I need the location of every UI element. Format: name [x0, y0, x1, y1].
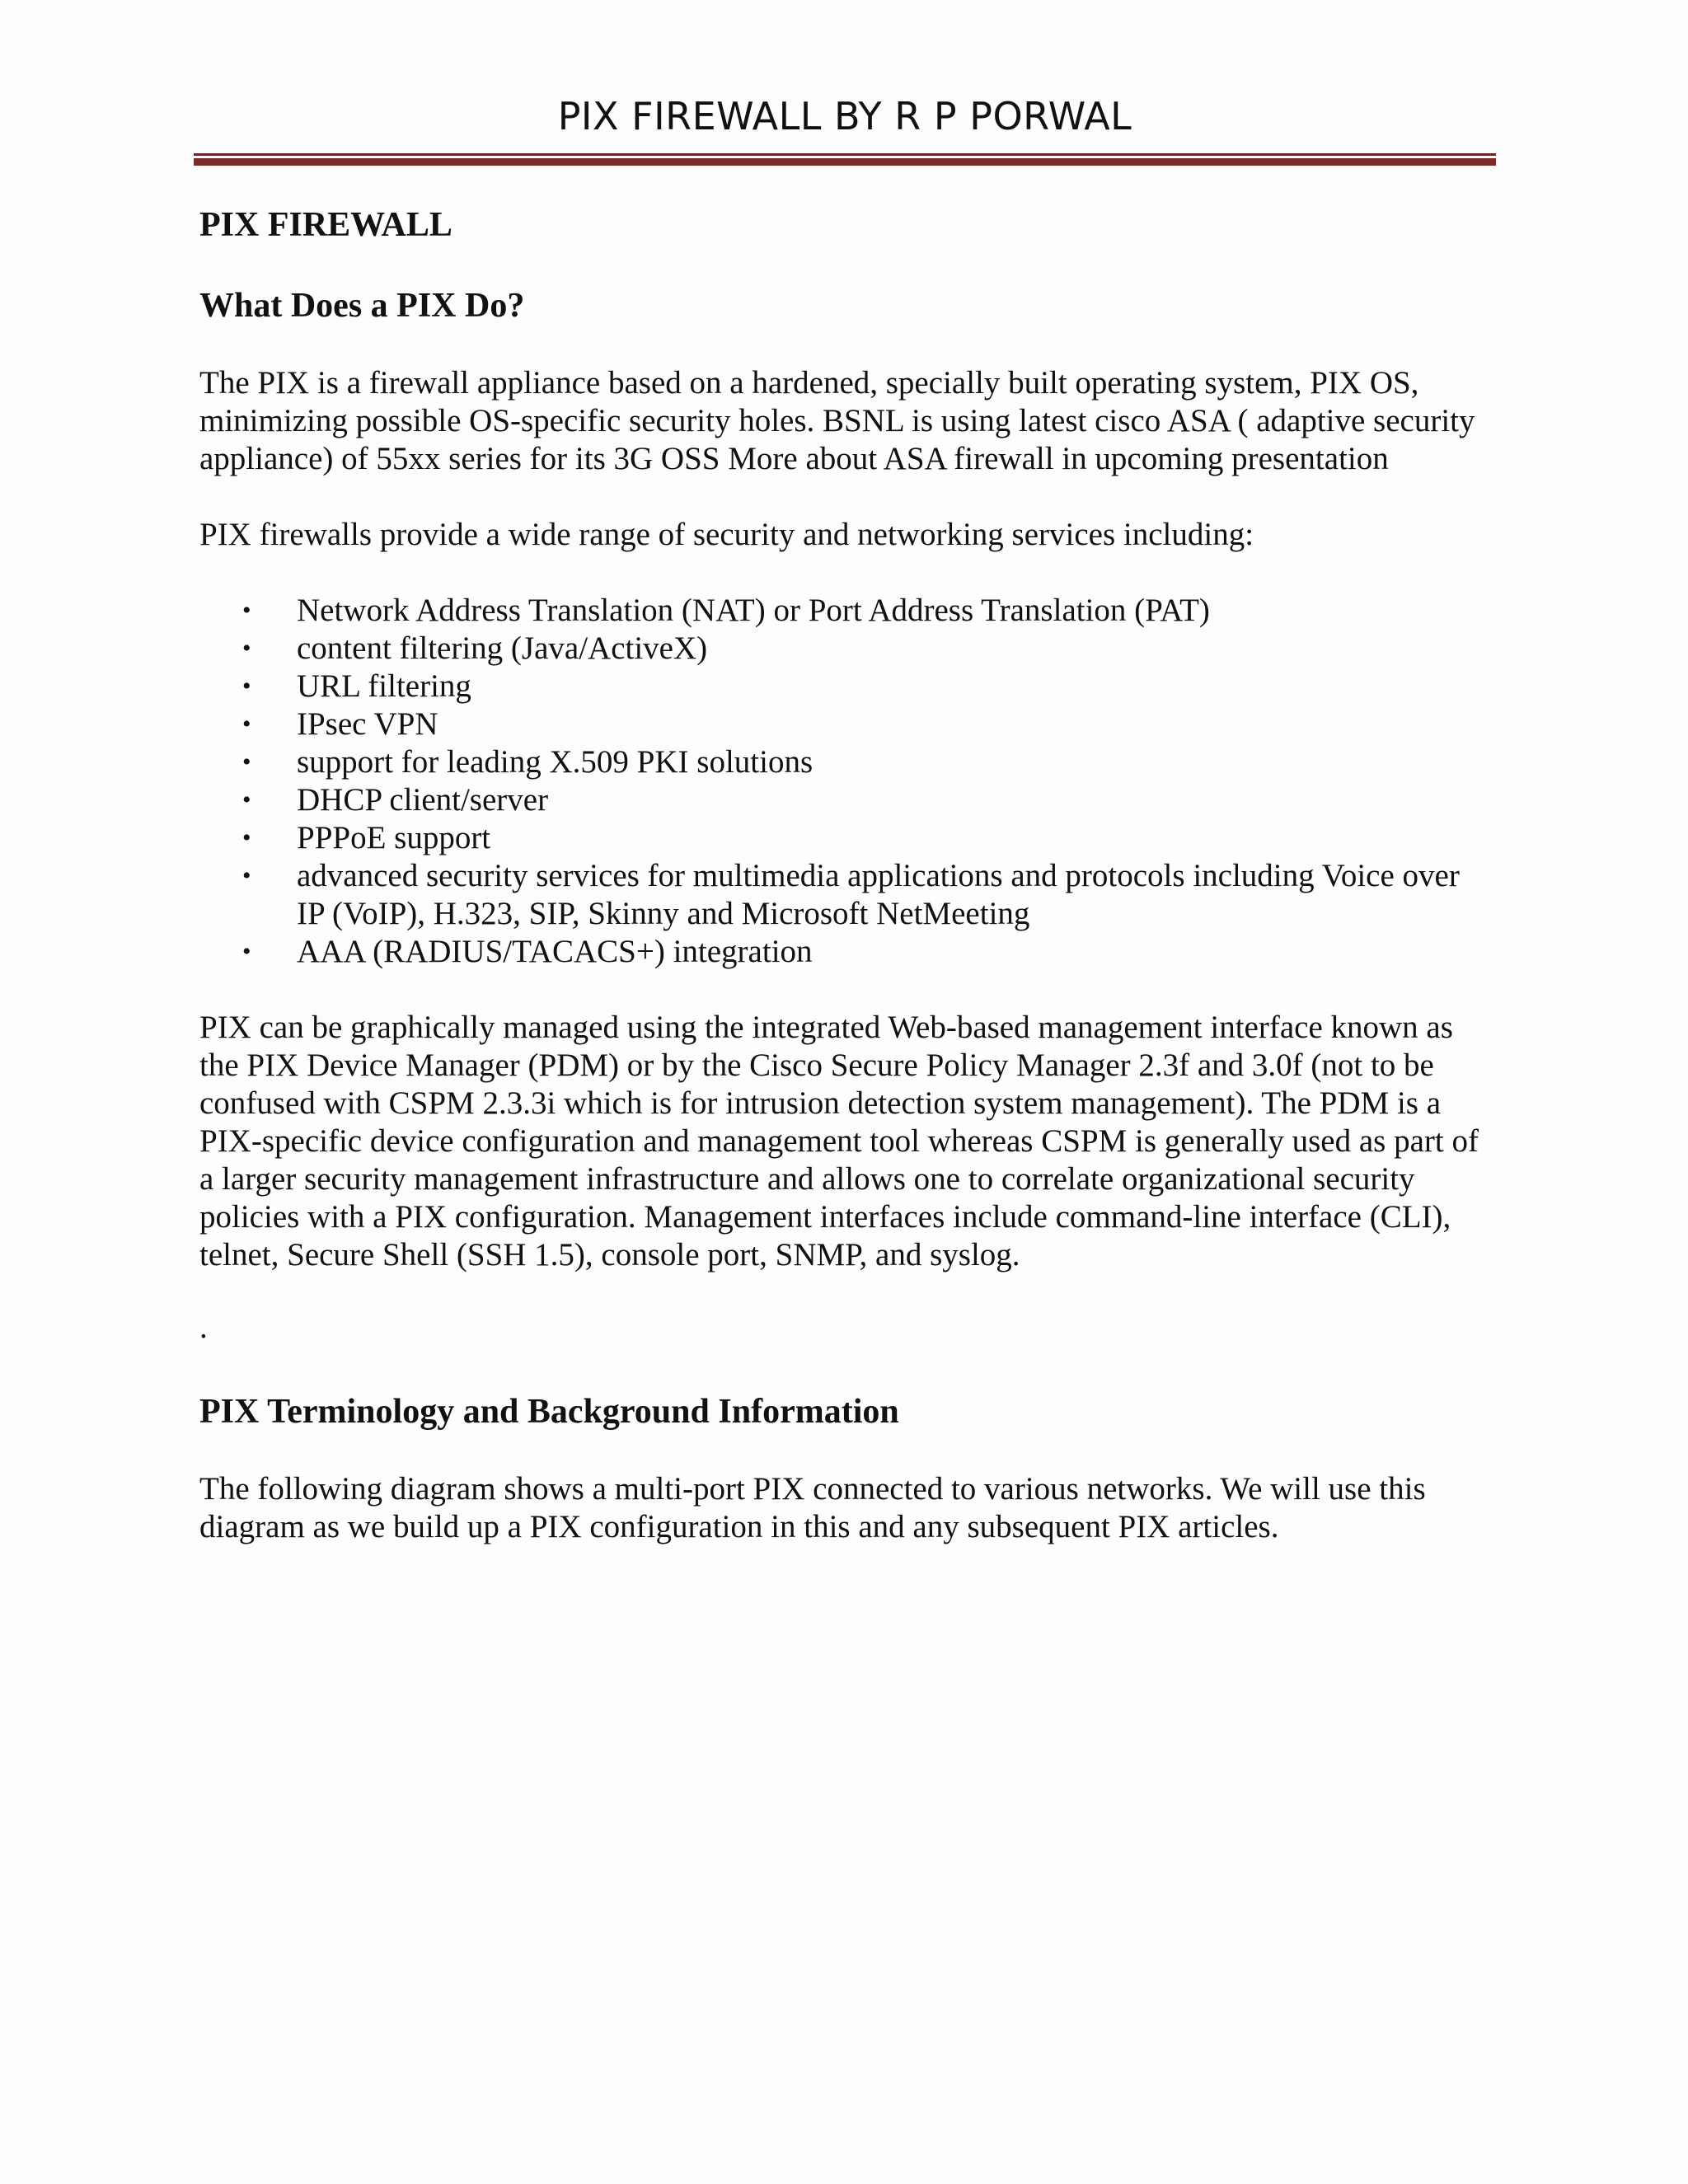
bullet-icon: •	[242, 862, 251, 889]
bullet-icon: •	[242, 710, 251, 738]
bullet-icon: •	[242, 673, 251, 700]
list-item-text: advanced security services for multimedia applications and protocols including Voice over IP (VoIP), H.323, SIP, Skinny and Microsoft NetMeeting	[297, 858, 1460, 931]
bullet-icon: •	[242, 748, 251, 776]
list-item	[242, 705, 1493, 743]
paragraph-services-intro: PIX firewalls provide a wide range of security and networking services including:	[199, 517, 1254, 552]
list-item-text: PPPoE support	[297, 820, 491, 855]
list-item	[242, 819, 1493, 857]
services-list	[199, 592, 1493, 971]
bullet-icon: •	[242, 597, 251, 624]
list-item	[242, 857, 1493, 933]
list-item-text: IPsec VPN	[297, 706, 438, 742]
paragraph-diagram-intro: The following diagram shows a multi-port PIX connected to various networks. We will use this diagram as we build up a PIX configuration in this and any subsequent PIX articles.	[199, 1471, 1426, 1544]
list-item	[242, 933, 1493, 971]
paragraph-intro: The PIX is a firewall appliance based on a hardened, specially built operating system, PIX OS, minimizing possible OS-specific security holes. BSNL is using latest cisco ASA ( adaptive security appliance) of 55xx series for its 3G OSS More about ASA firewall in upcoming presentation	[199, 365, 1475, 476]
header-rule-thin	[194, 153, 1496, 156]
bullet-icon: •	[242, 938, 251, 965]
list-item	[242, 592, 1493, 630]
bullet-icon: •	[242, 635, 251, 662]
list-item	[242, 743, 1493, 781]
list-item-text: Network Address Translation (NAT) or Port Address Translation (PAT)	[297, 593, 1210, 628]
list-item	[242, 781, 1493, 819]
header-rule-thick	[194, 158, 1496, 166]
list-item	[242, 630, 1493, 668]
list-item-text: URL filtering	[297, 668, 471, 704]
bullet-icon: •	[242, 824, 251, 851]
list-item-text: AAA (RADIUS/TACACS+) integration	[297, 934, 813, 969]
page-header-title: PIX FIREWALL BY R P PORWAL	[557, 94, 1132, 138]
list-item-text: support for leading X.509 PKI solutions	[297, 744, 814, 780]
bullet-icon: •	[242, 786, 251, 813]
heading-terminology: PIX Terminology and Background Information	[199, 1393, 899, 1431]
heading-pix-firewall: PIX FIREWALL	[199, 206, 452, 244]
list-item	[242, 668, 1493, 705]
list-item-text: DHCP client/server	[297, 782, 549, 818]
heading-what-does-pix-do: What Does a PIX Do?	[199, 287, 525, 325]
document-body	[199, 203, 1493, 1546]
list-item-text: content filtering (Java/ActiveX)	[297, 630, 708, 666]
paragraph-dot: .	[199, 1310, 208, 1345]
paragraph-management: PIX can be graphically managed using the integrated Web-based management interface known as the PIX Device Manager (PDM) or by the Cisco Secure Policy Manager 2.3f and 3.0f (not to be confused with CSPM 2.3.3i which is for intrusion detection system management). The PDM is a PIX-specific device configuration and management tool whereas CSPM is generally used as part of a larger security management infrastructure and allows one to correlate organizational security policies with a PIX configuration. Management interfaces include command-line interface (CLI), telnet, Secure Shell (SSH 1.5), console port, SNMP, and syslog.	[199, 1010, 1479, 1272]
